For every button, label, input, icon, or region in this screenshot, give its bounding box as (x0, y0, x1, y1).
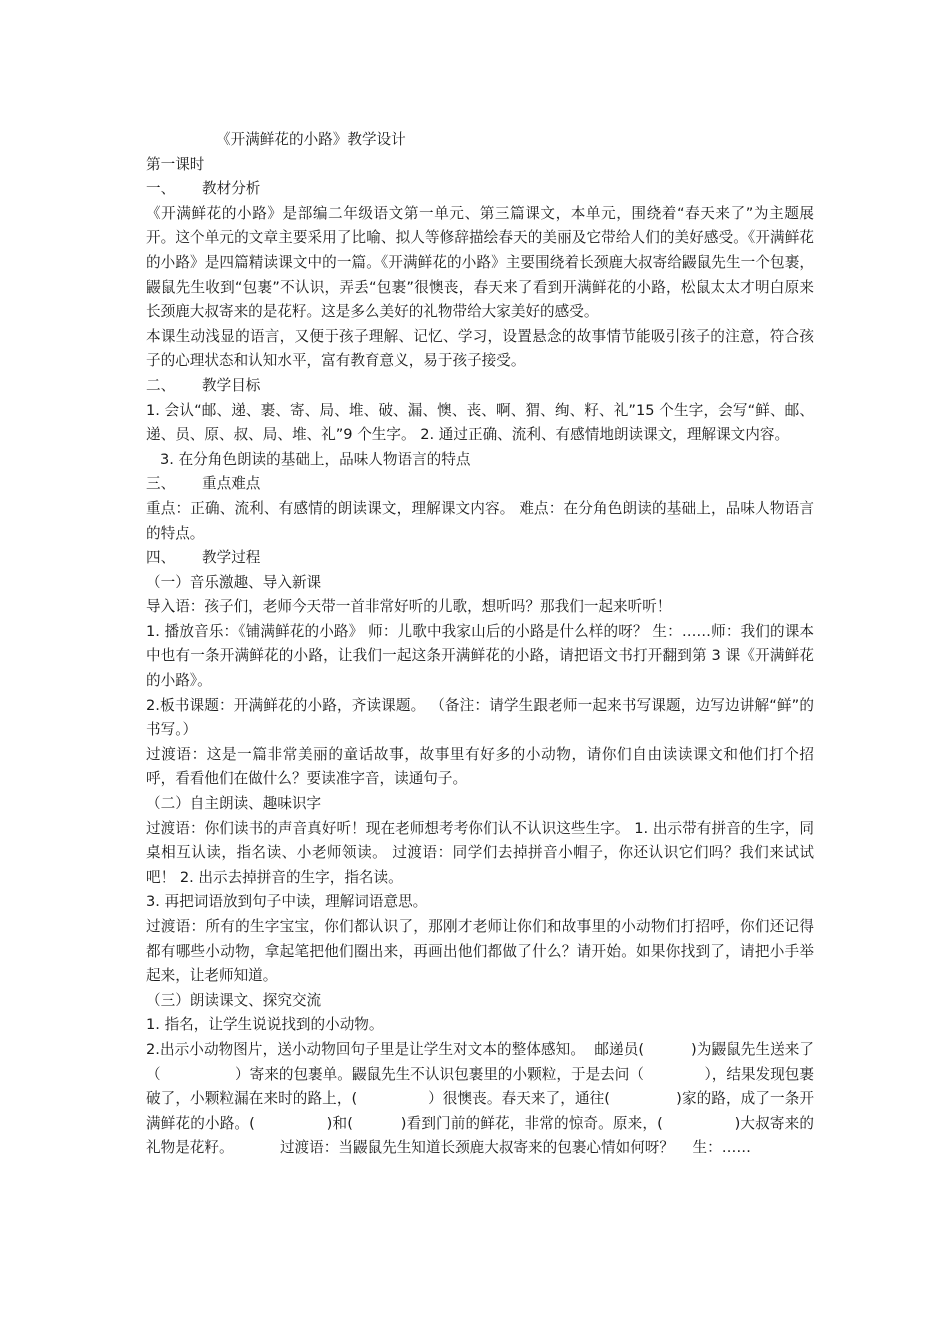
paragraph: 2.出示小动物图片，送小动物回句子里是让学生对文本的整体感知。 邮递员( )为鼹鼠先生送来了（ ）寄来的包裹单。鼹鼠先生不认识包裹里的小颗粒，于是去问（ ），结果发现包裹破了，小颗粒漏在来时的路上，( ）很懊丧。春天来了，通往( )家的路，成了一条开满鲜花的小路。( )和( )看到门前的鲜花，非常的惊奇。原来，( )大叔寄来的礼物是花籽。 过渡语：当鼹鼠先生知道长颈鹿大叔寄来的包裹心情如何呀？ 生：…… (146, 1040, 814, 1157)
paragraph: 重点：正确、流利、有感情的朗读课文，理解课文内容。 难点：在分角色朗读的基础上，品味人物语言的特点。 (146, 499, 814, 542)
paragraph: 《开满鲜花的小路》是部编二年级语文第一单元、第三篇课文，本单元，围绕着“春天来了”为主题展开。这个单元的文章主要采用了比喻、拟人等修辞描绘春天的美丽及它带给人们的美好感受。《开满鲜花的小路》是四篇精读课文中的一篇。《开满鲜花的小路》主要围绕着长颈鹿大叔寄给鼹鼠先生一个包裹，鼹鼠先生收到“包裹”不认识，弄丢“包裹”很懊丧，春天来了看到开满鲜花的小路，松鼠太太才明白原来长颈鹿大叔寄来的是花籽。这是多么美好的礼物带给大家美好的感受。 (146, 204, 815, 321)
section-title: 教材分析 (202, 180, 261, 198)
section-number: 二、 (146, 376, 176, 394)
section-heading-2 (146, 374, 814, 399)
section-heading-3 (146, 472, 814, 497)
section-title: 教学目标 (202, 376, 261, 394)
paragraph: 1. 播放音乐：《铺满鲜花的小路》 师：儿歌中我家山后的小路是什么样的呀？ 生：……师：我们的课本中也有一条开满鲜花的小路，让我们一起这条开满鲜花的小路，请把语文书打开翻到第 3 课《开满鲜花的小路》。 (146, 622, 814, 690)
paragraph: 1. 会认“邮、递、裹、寄、局、堆、破、漏、懊、丧、啊、猬、绚、籽、礼”15 个生字，会写“鲜、邮、递、员、原、叔、局、堆、礼”9 个生字。 2. 通过正确、流利、有感情地朗读课文，理解课文内容。 (146, 401, 814, 444)
subsection-heading: （二）自主朗读、趣味识字 (146, 795, 322, 813)
paragraph: 3. 再把词语放到句子中读，理解词语意思。 (146, 893, 428, 911)
section-title: 教学过程 (202, 549, 261, 567)
document-title: 《开满鲜花的小路》教学设计 (216, 131, 406, 148)
paragraph: 过渡语：这是一篇非常美丽的童话故事，故事里有好多的小动物，请你们自由读读课文和他们打个招呼，看看他们在做什么？要读准字音，读通句子。 (146, 745, 814, 788)
paragraph: 过渡语：所有的生字宝宝，你们都认识了，那刚才老师让你们和故事里的小动物们打招呼，你们还记得都有哪些小动物，拿起笔把他们圈出来，再画出他们都做了什么？请开始。如果你找到了，请把小手举起来，让老师知道。 (146, 918, 814, 985)
subsection-heading: （三）朗读课文、探究交流 (146, 991, 322, 1009)
paragraph: 3. 在分角色朗读的基础上，品味人物语言的特点 (160, 450, 471, 468)
section-number: 三、 (146, 475, 176, 493)
section-number: 四、 (146, 549, 176, 567)
section-heading-4 (146, 546, 814, 571)
section-heading-1 (146, 177, 814, 202)
section-title: 重点难点 (202, 475, 261, 493)
lesson-label: 第一课时 (146, 155, 205, 173)
section-number: 一、 (146, 180, 176, 198)
document-page (146, 128, 814, 1161)
paragraph: 1. 指名，让学生说说找到的小动物。 (146, 1016, 384, 1034)
paragraph: 导入语：孩子们，老师今天带一首非常好听的儿歌，想听吗？那我们一起来听听！ (146, 598, 672, 616)
subsection-heading: （一）音乐激趣、导入新课 (146, 573, 322, 591)
paragraph: 过渡语：你们读书的声音真好听！现在老师想考考你们认不认识这些生字。 1. 出示带有拼音的生字，同桌相互认读，指名读、小老师领读。 过渡语：同学们去掉拼音小帽子，你还认识它们吗？我们来试试吧！ 2. 出示去掉拼音的生字，指名读。 (146, 819, 814, 886)
paragraph: 本课生动浅显的语言，又便于孩子理解、记忆、学习，设置悬念的故事情节能吸引孩子的注意，符合孩子的心理状态和认知水平，富有教育意义，易于孩子接受。 (146, 327, 814, 370)
paragraph: 2.板书课题：开满鲜花的小路，齐读课题。 （备注：请学生跟老师一起来书写课题，边写边讲解“鲜”的书写。） (146, 696, 814, 739)
